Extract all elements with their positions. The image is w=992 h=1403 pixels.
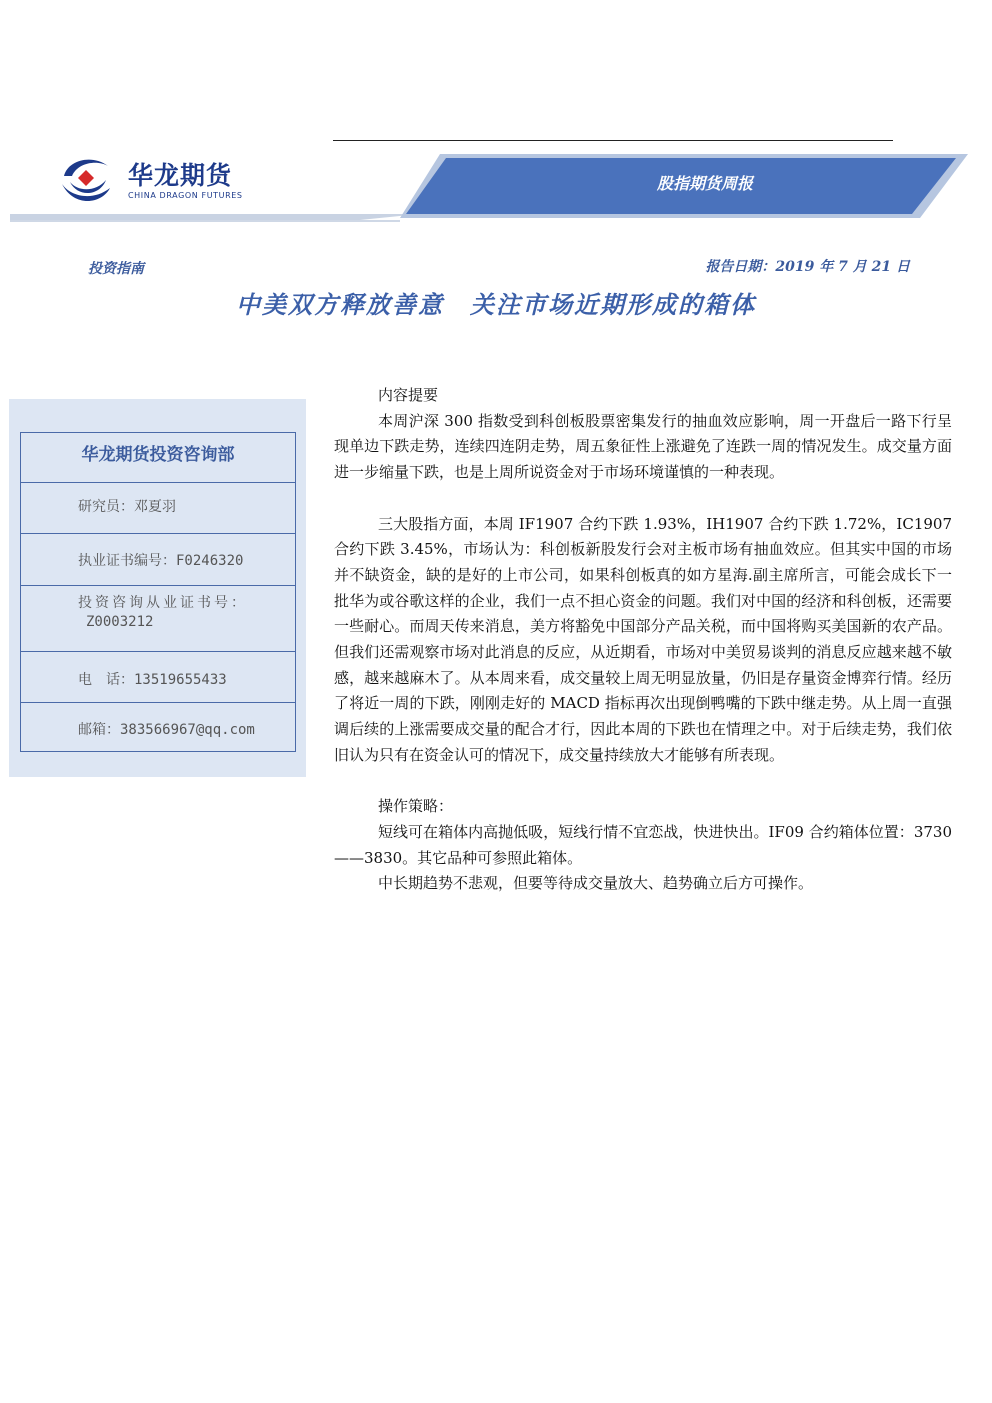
report-body (334, 383, 952, 897)
researcher-name: 研究员：邓夏羽 (78, 499, 176, 515)
report-type-title: 股指期货周报 (656, 174, 753, 193)
summary-paragraph: 本周沪深 300 指数受到科创板股票密集发行的抽血效应影响，周一开盘后一路下行呈现单边下跌走势，连续四连阴走势，周五象征性上涨避免了连跌一周的情况发生。成交量方面进一步缩量下跌，也是上周所说资金对于市场环境谨慎的一种表现。 (334, 411, 952, 482)
logo-english-name: CHINA DRAGON FUTURES (128, 191, 243, 200)
consult-license-number: Z0003212 (86, 614, 154, 630)
consult-license-label: 投资咨询从业证书号： (78, 595, 248, 611)
license-row (21, 533, 295, 585)
short-term-strategy: 短线可在箱体内高抛低吸，短线行情不宜恋战，快进快出。IF09 合约箱体位置：3730——3830。其它品种可参照此箱体。 (334, 822, 952, 867)
email-row (21, 702, 295, 751)
page-title: 中美双方释放善意 关注市场近期形成的箱体 (236, 290, 756, 319)
phone-row (21, 651, 295, 702)
top-rule (333, 140, 893, 141)
dragon-logo-icon (58, 152, 114, 208)
company-logo (58, 150, 258, 210)
report-date: 报告日期：2019 年 7 月 21 日 (705, 259, 910, 275)
email-address: 邮箱：383566967@qq.com (78, 722, 255, 738)
index-paragraph: 三大股指方面，本周 IF1907 合约下跌 1.93%，IH1907 合约下跌 1.72%，IC1907 合约下跌 3.45%，市场认为：科创板新股发行会对主板市场有抽血效应。但其实中国的市场并不缺资金，缺的是好的上市公司，如果科创板真的如方星海.副主席所言，可能会成长下一批华为或谷歌这样的企业，我们一点不担心资金的问题。我们对中国的经济和科创板，还需要一些耐心。而周天传来消息，美方将豁免中国部分产品关税，而中国将购买美国新的农产品。但我们还需观察市场对此消息的反应，从近期看，市场对中美贸易谈判的消息反应越来越不敏感，越来越麻木了。从本周来看，成交量较上周无明显放量，仍旧是存量资金博弈行情。经历了将近一周的下跌，刚刚走好的 MACD 指标再次出现倒鸭嘴的下跌中继走势。从上周一直强调后续的上涨需要成交量的配合才行，因此本周的下跌也在情理之中。对于后续走势，我们依旧认为只有在资金认可的情况下，成交量持续放大才能够有所表现。 (334, 514, 952, 764)
summary-label: 内容提要 (378, 386, 439, 404)
long-term-strategy: 中长期趋势不悲观，但要等待成交量放大、趋势确立后方可操作。 (378, 874, 814, 893)
logo-chinese-name: 华龙期货 (128, 161, 233, 190)
license-number: 执业证书编号：F0246320 (78, 553, 244, 569)
consult-license-row (21, 585, 295, 651)
strategy-label: 操作策略： (378, 797, 454, 816)
contact-card (20, 432, 296, 752)
department-heading: 华龙期货投资咨询部 (81, 445, 235, 465)
phone-number: 电 话：13519655433 (78, 672, 227, 688)
researcher-row (21, 482, 295, 533)
section-label: 投资指南 (88, 261, 144, 277)
